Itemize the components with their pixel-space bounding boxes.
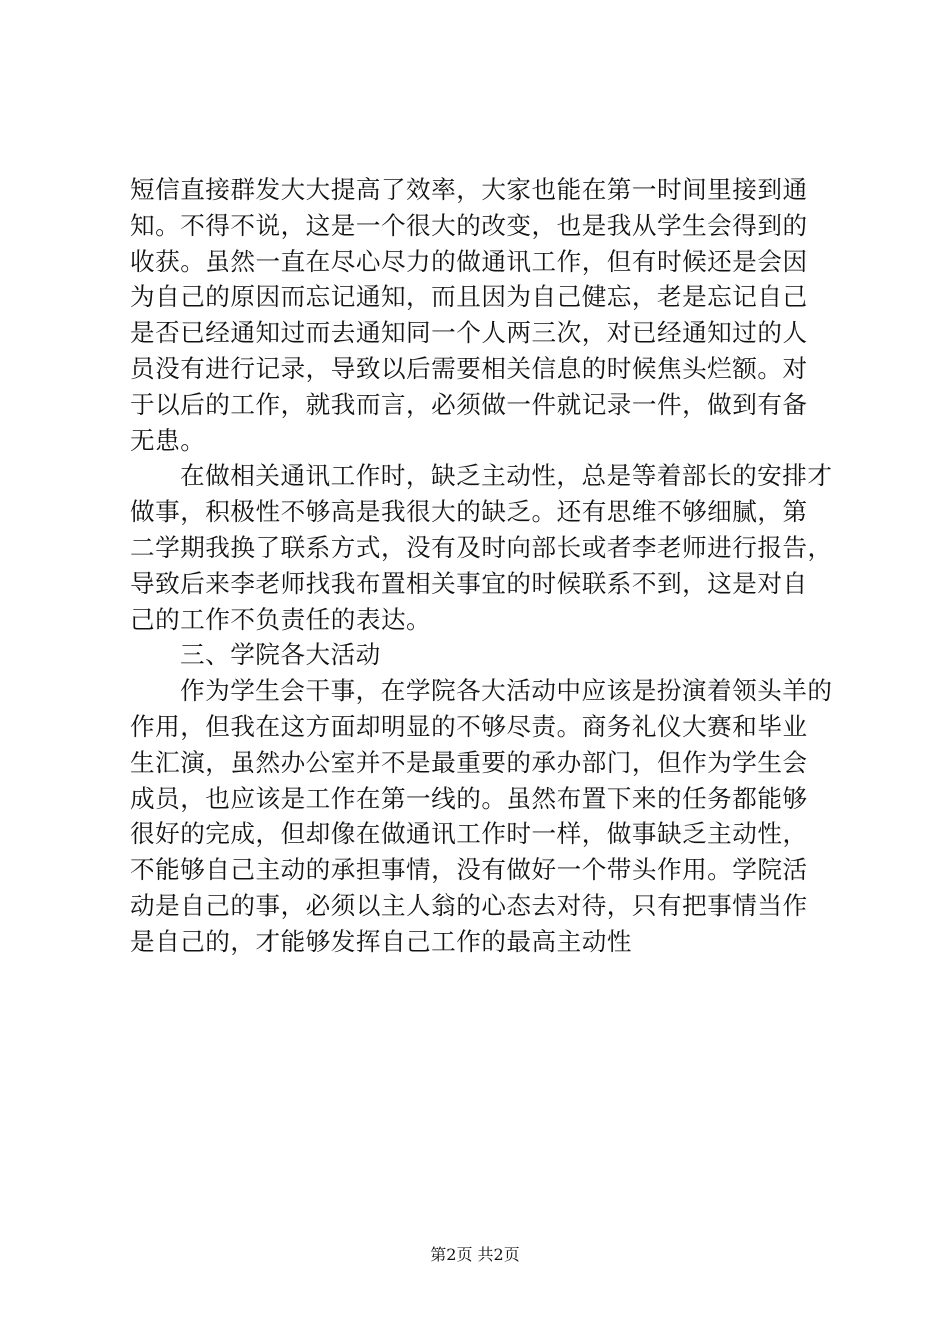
section-heading: 三、学院各大活动 <box>180 640 381 670</box>
paragraph-line: 于以后的工作，就我而言，必须做一件就记录一件，做到有备 <box>130 389 808 419</box>
paragraph-line: 不能够自己主动的承担事情，没有做好一个带头作用。学院活 <box>130 855 808 885</box>
paragraph-line: 导致后来李老师找我布置相关事宜的时候联系不到，这是对自 <box>130 568 808 598</box>
paragraph-line: 为自己的原因而忘记通知，而且因为自己健忘，老是忘记自己 <box>130 282 808 312</box>
paragraph-line: 短信直接群发大大提高了效率，大家也能在第一时间里接到通 <box>130 175 808 204</box>
paragraph-line: 生汇演，虽然办公室并不是最重要的承办部门，但作为学生会 <box>130 747 808 777</box>
paragraph-line: 很好的完成，但却像在做通讯工作时一样，做事缺乏主动性， <box>130 819 808 849</box>
paragraph-line: 成员，也应该是工作在第一线的。虽然布置下来的任务都能够 <box>130 783 808 813</box>
paragraph-line: 做事，积极性不够高是我很大的缺乏。还有思维不够细腻，第 <box>130 497 808 527</box>
paragraph-line: 是否已经通知过而去通知同一个人两三次，对已经通知过的人 <box>130 318 808 348</box>
paragraph-line: 在做相关通讯工作时，缺乏主动性，总是等着部长的安排才 <box>180 461 833 491</box>
paragraph-line: 是自己的，才能够发挥自己工作的最高主动性 <box>130 926 632 956</box>
paragraph-line: 知。不得不说，这是一个很大的改变，也是我从学生会得到的 <box>130 210 808 240</box>
paragraph-line: 员没有进行记录，导致以后需要相关信息的时候焦头烂额。对 <box>130 353 808 383</box>
paragraph-line: 收获。虽然一直在尽心尽力的做通讯工作，但有时候还是会因 <box>130 246 808 276</box>
paragraph-line: 动是自己的事，必须以主人翁的心态去对待，只有把事情当作 <box>130 890 808 920</box>
paragraph-line: 二学期我换了联系方式，没有及时向部长或者李老师进行报告， <box>130 532 833 562</box>
paragraph-line: 己的工作不负责任的表达。 <box>130 604 432 634</box>
page-number-footer: 第2页 共2页 <box>430 1245 520 1264</box>
paragraph-line: 作用，但我在这方面却明显的不够尽责。商务礼仪大赛和毕业 <box>130 711 808 741</box>
paragraph-line: 无患。 <box>130 425 206 455</box>
document-body <box>130 172 833 960</box>
paragraph-line: 作为学生会干事，在学院各大活动中应该是扮演着领头羊的 <box>180 676 833 706</box>
